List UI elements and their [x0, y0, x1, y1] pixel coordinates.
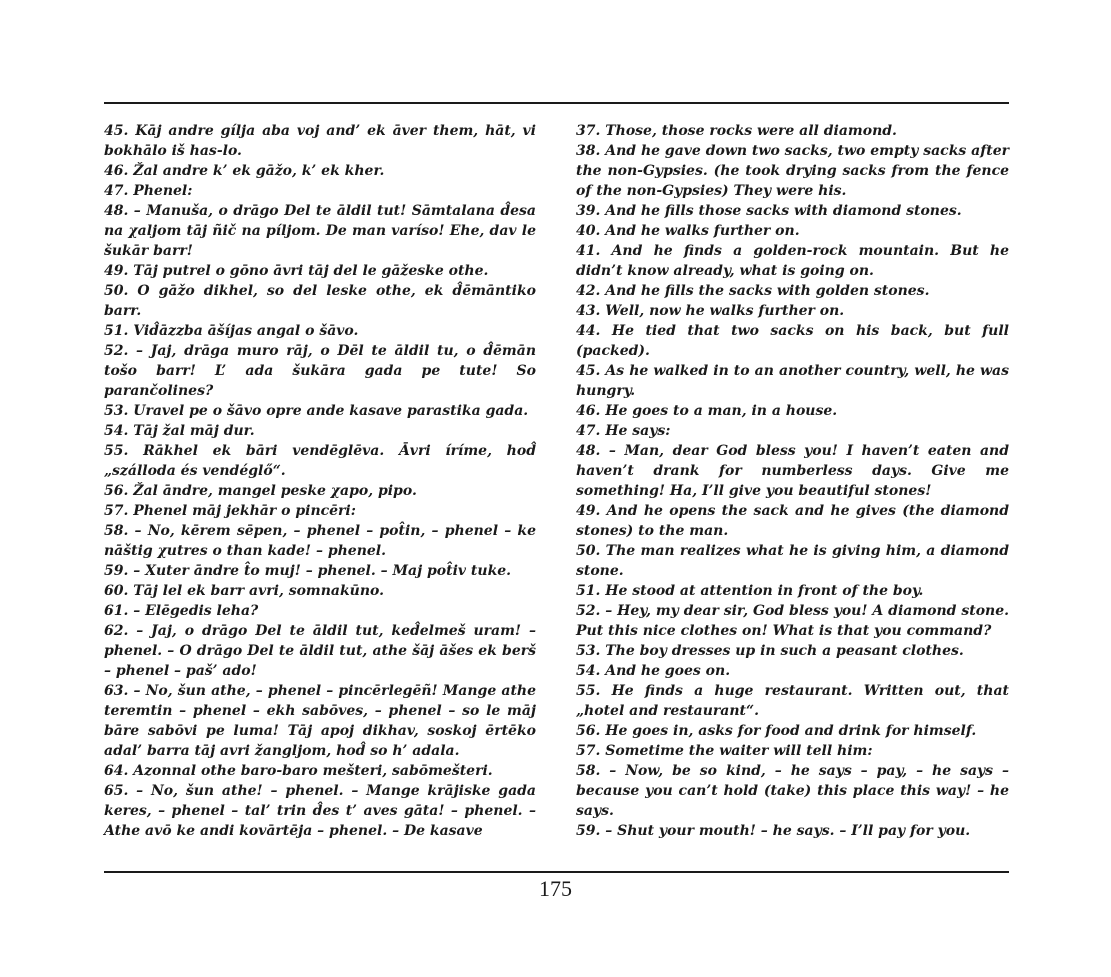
paragraph-right-37: 37. Those, those rocks were all diamond. — [576, 123, 897, 139]
paragraph-left-56: 56. Žal āndre, mangel peske χapo, pipo. — [104, 483, 417, 499]
paragraph-left-50: 50. O gāžo dikhel, so del leske othe, ek d̂ēmāntiko barr. — [104, 283, 536, 319]
paragraph-left-62: 62. – Jaj, o drāgo Del te āldil tut, ked̂elmeš uram! – phenel. – O drāgo Del te āldil tut, athe šāj āšes ek berš – phenel – paš’ ado! — [104, 623, 536, 679]
paragraph-left-55: 55. Rākhel ek bāri vendēglēva. Āvri íríme, hod̂ „szálloda és vendéglő“. — [104, 443, 536, 479]
top-rule — [104, 102, 1009, 104]
paragraph-right-57: 57. Sometime the waiter will tell him: — [576, 743, 873, 759]
paragraph-left-63: 63. – No, šun athe, – phenel – pincērlegēñ! Mange athe teremtin – phenel – ekh sabōves, – phenel – so le māj bāre sabōvi pe luma! Tāj apoj dikhav, soskoj ērtēko adal’ barra tāj avri žangljom, hod̂ so h’ adala. — [104, 683, 536, 759]
paragraph-left-45: 45. Kāj andre gílja aba voj and’ ek āver them, hāt, vi bokhālo iš has-lo. — [104, 123, 536, 159]
paragraph-right-49: 49. And he opens the sack and he gives (the diamond stones) to the man. — [576, 503, 1009, 539]
paragraph-right-50: 50. The man realizes what he is giving him, a diamond stone. — [576, 543, 1009, 579]
paragraph-left-57: 57. Phenel māj jekhār o pincēri: — [104, 503, 356, 519]
bottom-rule — [104, 871, 1009, 873]
paragraph-right-52: 52. – Hey, my dear sir, God bless you! A diamond stone. Put this nice clothes on! What is that you command? — [576, 603, 1009, 639]
paragraph-left-49: 49. Tāj putrel o gōno āvri tāj del le gāžeske othe. — [104, 263, 489, 279]
paragraph-right-55: 55. He finds a huge restaurant. Written out, that „hotel and restaurant“. — [576, 683, 1009, 719]
paragraph-right-54: 54. And he goes on. — [576, 663, 731, 679]
paragraph-left-48: 48. – Manuša, o drāgo Del te āldil tut! Sāmtalana d̂esa na χaljom tāj ñič na píljom. De man varíso! Ehe, dav le šukār barr! — [104, 203, 536, 259]
paragraph-left-46: 46. Žal andre k’ ek gāžo, k’ ek kher. — [104, 163, 385, 179]
paragraph-right-42: 42. And he fills the sacks with golden stones. — [576, 283, 930, 299]
paragraph-right-44: 44. He tied that two sacks on his back, but full (packed). — [576, 323, 1009, 359]
page-number: 175 — [539, 876, 572, 901]
paragraph-right-41: 41. And he finds a golden-rock mountain. But he didn’t know already, what is going on. — [576, 243, 1009, 279]
paragraph-left-61: 61. – Elēgedis leha? — [104, 603, 259, 619]
paragraph-left-47: 47. Phenel: — [104, 183, 193, 199]
paragraph-right-48: 48. – Man, dear God bless you! I haven’t eaten and haven’t drank for numberless days. Give me something! Ha, I’ll give you beautiful stones! — [576, 443, 1009, 499]
paragraph-left-53: 53. Uravel pe o šāvo opre ande kasave parastika gada. — [104, 403, 529, 419]
paragraph-left-52: 52. – Jaj, drāga muro rāj, o Dēl te āldil tu, o d̂ēmān tošo barr! L’ ada šukāra gada pe tute! So parančolines? — [104, 343, 536, 399]
paragraph-right-43: 43. Well, now he walks further on. — [576, 303, 845, 319]
paragraph-left-60: 60. Tāj lel ek barr avri, somnakūno. — [104, 583, 384, 599]
paragraph-left-51: 51. Vid̂āzzba āšíjas angal o šāvo. — [104, 323, 359, 339]
paragraph-left-54: 54. Tāj žal māj dur. — [104, 423, 255, 439]
paragraph-right-46: 46. He goes to a man, in a house. — [576, 403, 838, 419]
paragraph-right-45: 45. As he walked in to an another country, well, he was hungry. — [576, 363, 1009, 399]
paragraph-right-47: 47. He says: — [576, 423, 671, 439]
paragraph-right-39: 39. And he fills those sacks with diamond stones. — [576, 203, 962, 219]
paragraph-left-64: 64. Azonnal othe baro-baro mešteri, sabōmešteri. — [104, 763, 493, 779]
paragraph-right-51: 51. He stood at attention in front of the boy. — [576, 583, 924, 599]
paragraph-left-65: 65. – No, šun athe! – phenel. – Mange krājiske gada keres, – phenel – tal’ trin d̂es t’ aves gāta! – phenel. – Athe avō ke andi kovārtēja – phenel. – De kasave — [104, 783, 536, 839]
paragraph-left-59: 59. – Xuter āndre t̂o muj! – phenel. – Maj pot̂iv tuke. — [104, 563, 512, 579]
paragraph-right-56: 56. He goes in, asks for food and drink for himself. — [576, 723, 977, 739]
paragraph-right-38: 38. And he gave down two sacks, two empty sacks after the non-Gypsies. (he took drying sacks from the fence of the non-Gypsies) They were his. — [576, 143, 1009, 199]
paragraph-right-59: 59. – Shut your mouth! – he says. – I’ll pay for you. — [576, 823, 971, 839]
paragraph-right-58: 58. – Now, be so kind, – he says – pay, – he says – because you can’t hold (take) this place this way! – he says. — [576, 763, 1009, 819]
paragraph-right-53: 53. The boy dresses up in such a peasant clothes. — [576, 643, 964, 659]
paragraph-left-58: 58. – No, kērem sēpen, – phenel – pot̂in, – phenel – ke nāštig χutres o than kade! – phenel. — [104, 523, 536, 559]
paragraph-right-40: 40. And he walks further on. — [576, 223, 800, 239]
romani-text-column — [104, 121, 536, 841]
english-translation-column — [576, 121, 1009, 841]
